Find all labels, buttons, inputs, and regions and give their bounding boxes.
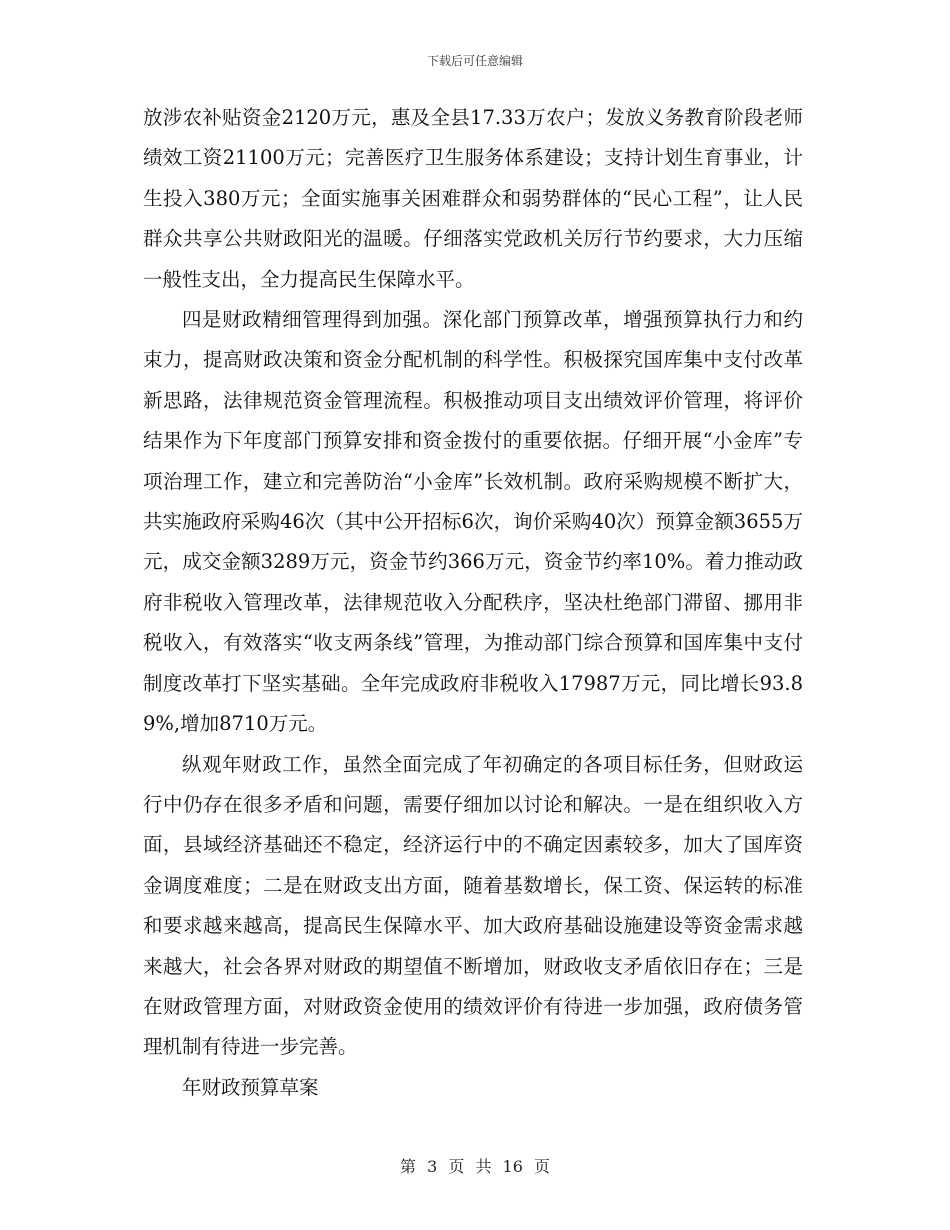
- page-header: 下载后可任意编辑: [426, 54, 523, 68]
- paragraph-1: 放涉农补贴资金2120万元，惠及全县17.33万农户；发放义务教育阶段老师绩效工资21100万元；完善医疗卫生服务体系建设；支持计划生育事业，计生投入380万元；全面实施事关困难群众和弱势群体的“民心工程”，让人民群众共享公共财政阳光的温暖。仔细落实党政机关厉行节约要求，大力压缩一般性支出，全力提高民生保障水平。: [143, 106, 803, 291]
- paragraph-3: 纵观年财政工作，虽然全面完成了年初确定的各项目标任务，但财政运行中仍存在很多矛盾和问题，需要仔细加以讨论和解决。一是在组织收入方面，县域经济基础还不稳定，经济运行中的不确定因素较多，加大了国库资金调度难度；二是在财政支出方面，随着基数增长，保工资、保运转的标准和要求越来越高，提高民生保障水平、加大政府基础设施建设等资金需求越来越大，社会各界对财政的期望值不断增加，财政收支矛盾依旧存在；三是在财政管理方面，对财政资金使用的绩效评价有待进一步加强，政府债务管理机制有待进一步完善。: [143, 752, 803, 1059]
- section-heading: 年财政预算草案: [182, 1075, 319, 1099]
- page-number: 第 3 页 共 16 页: [400, 1157, 550, 1176]
- paragraph-2: 四是财政精细管理得到加强。深化部门预算改革，增强预算执行力和约束力，提高财政决策和资金分配机制的科学性。积极探究国库集中支付改革新思路，法律规范资金管理流程。积极推动项目支出绩效评价管理，将评价结果作为下年度部门预算安排和资金拨付的重要依据。仔细开展“小金库”专项治理工作，建立和完善防治“小金库”长效机制。政府采购规模不断扩大，共实施政府采购46次（其中公开招标6次，询价采购40次）预算金额3655万元，成交金额3289万元，资金节约366万元，资金节约率10%。着力推动政府非税收入管理改革，法律规范收入分配秩序，坚决杜绝部门滞留、挪用非税收入，有效落实“收支两条线”管理，为推动部门综合预算和国库集中支付制度改革打下坚实基础。全年完成政府非税收入17987万元，同比增长93.89%,增加8710万元。: [143, 308, 803, 736]
- document-body: [143, 98, 803, 1108]
